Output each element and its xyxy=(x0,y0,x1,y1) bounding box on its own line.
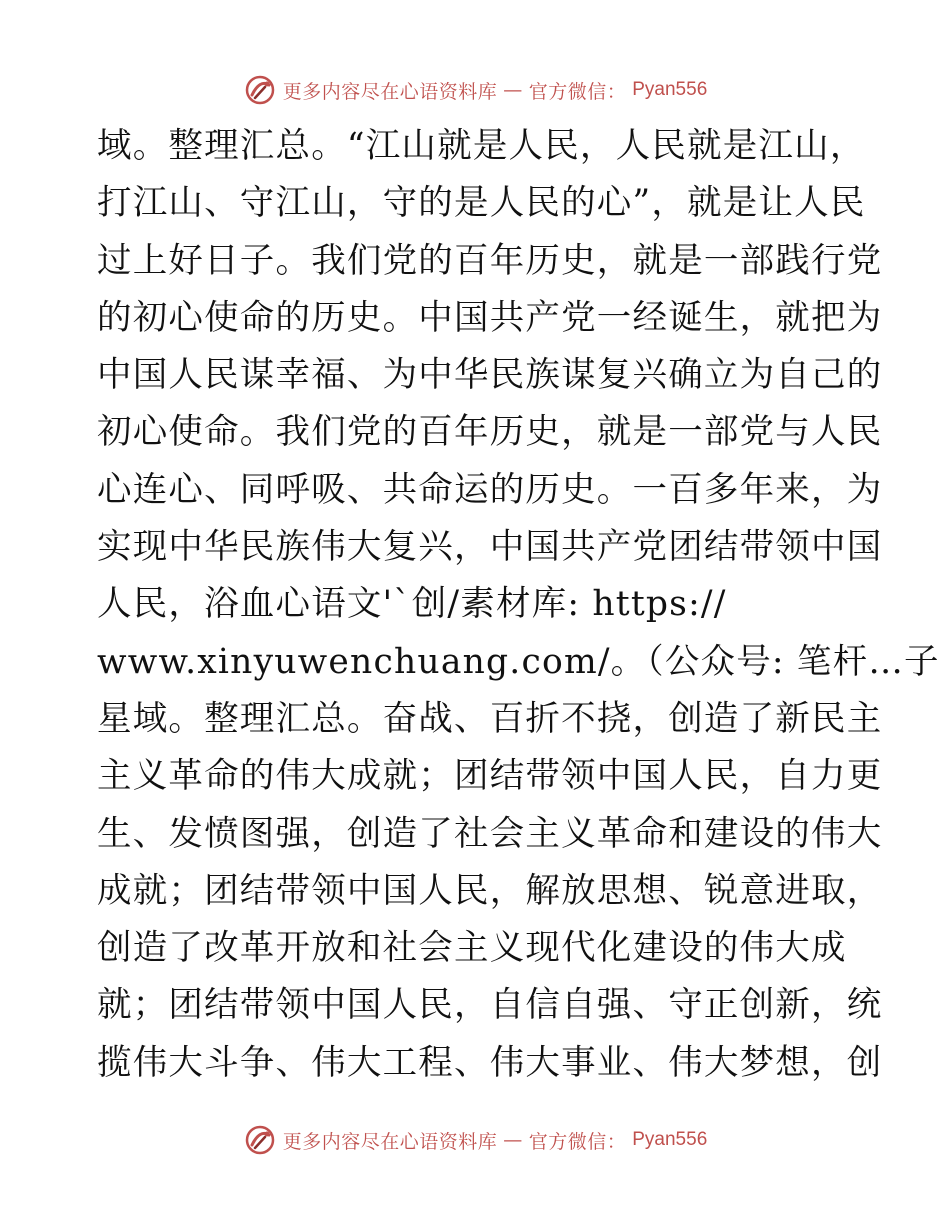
body-line: 心连心、同呼吸、共命运的历史。一百多年来，为 xyxy=(97,469,883,510)
body-line: 打江山、守江山，守的是人民的心”，就是让人民 xyxy=(97,183,866,224)
brand-logo-icon xyxy=(243,1123,277,1157)
document-body xyxy=(97,118,940,1092)
header-wechat-label: 官方微信： xyxy=(528,80,627,103)
body-line: 创造了改革开放和社会主义现代化建设的伟大成 xyxy=(97,928,847,969)
body-line: www.xinyuwenchuang.com/。（公众号: 笔杆…子 xyxy=(97,641,940,682)
footer-wechat-label: 官方微信： xyxy=(528,1130,627,1153)
body-line: 揽伟大斗争、伟大工程、伟大事业、伟大梦想，创 xyxy=(97,1042,883,1083)
body-line: 中国人民谋幸福、为中华民族谋复兴确立为自己的 xyxy=(97,355,883,396)
body-line: 生、发愤图强，创造了社会主义革命和建设的伟大 xyxy=(97,813,883,854)
body-line: 就；团结带领中国人民，自信自强、守正创新，统 xyxy=(97,985,883,1026)
body-line: 的初心使命的历史。中国共产党一经诞生，就把为 xyxy=(97,297,883,338)
footer-separator: — xyxy=(503,1129,523,1151)
brand-logo-icon xyxy=(243,73,277,107)
body-line: 域。整理汇总。“江山就是人民，人民就是江山， xyxy=(97,126,866,166)
body-line: 星域。整理汇总。奋战、百折不挠，创造了新民主 xyxy=(97,698,883,739)
body-line: 主义革命的伟大成就；团结带领中国人民，自力更 xyxy=(97,756,883,797)
header-separator: — xyxy=(503,79,523,101)
body-line: 人民，浴血心语文'`创/素材库: https:// xyxy=(97,584,727,625)
body-line: 成就；团结带领中国人民，解放思想、锐意进取， xyxy=(97,870,883,911)
body-line: 初心使命。我们党的百年历史，就是一部党与人民 xyxy=(97,412,883,453)
footer-watermark-banner xyxy=(0,1118,950,1162)
body-line: 过上好日子。我们党的百年历史，就是一部践行党 xyxy=(97,240,883,281)
header-wechat-id: Pyan556 xyxy=(632,79,708,100)
header-site-text: 更多内容尽在心语资料库 xyxy=(282,80,498,103)
header-watermark-banner xyxy=(0,68,950,112)
footer-wechat-id: Pyan556 xyxy=(632,1129,708,1150)
footer-site-text: 更多内容尽在心语资料库 xyxy=(282,1130,498,1153)
body-line: 实现中华民族伟大复兴，中国共产党团结带领中国 xyxy=(97,527,883,568)
